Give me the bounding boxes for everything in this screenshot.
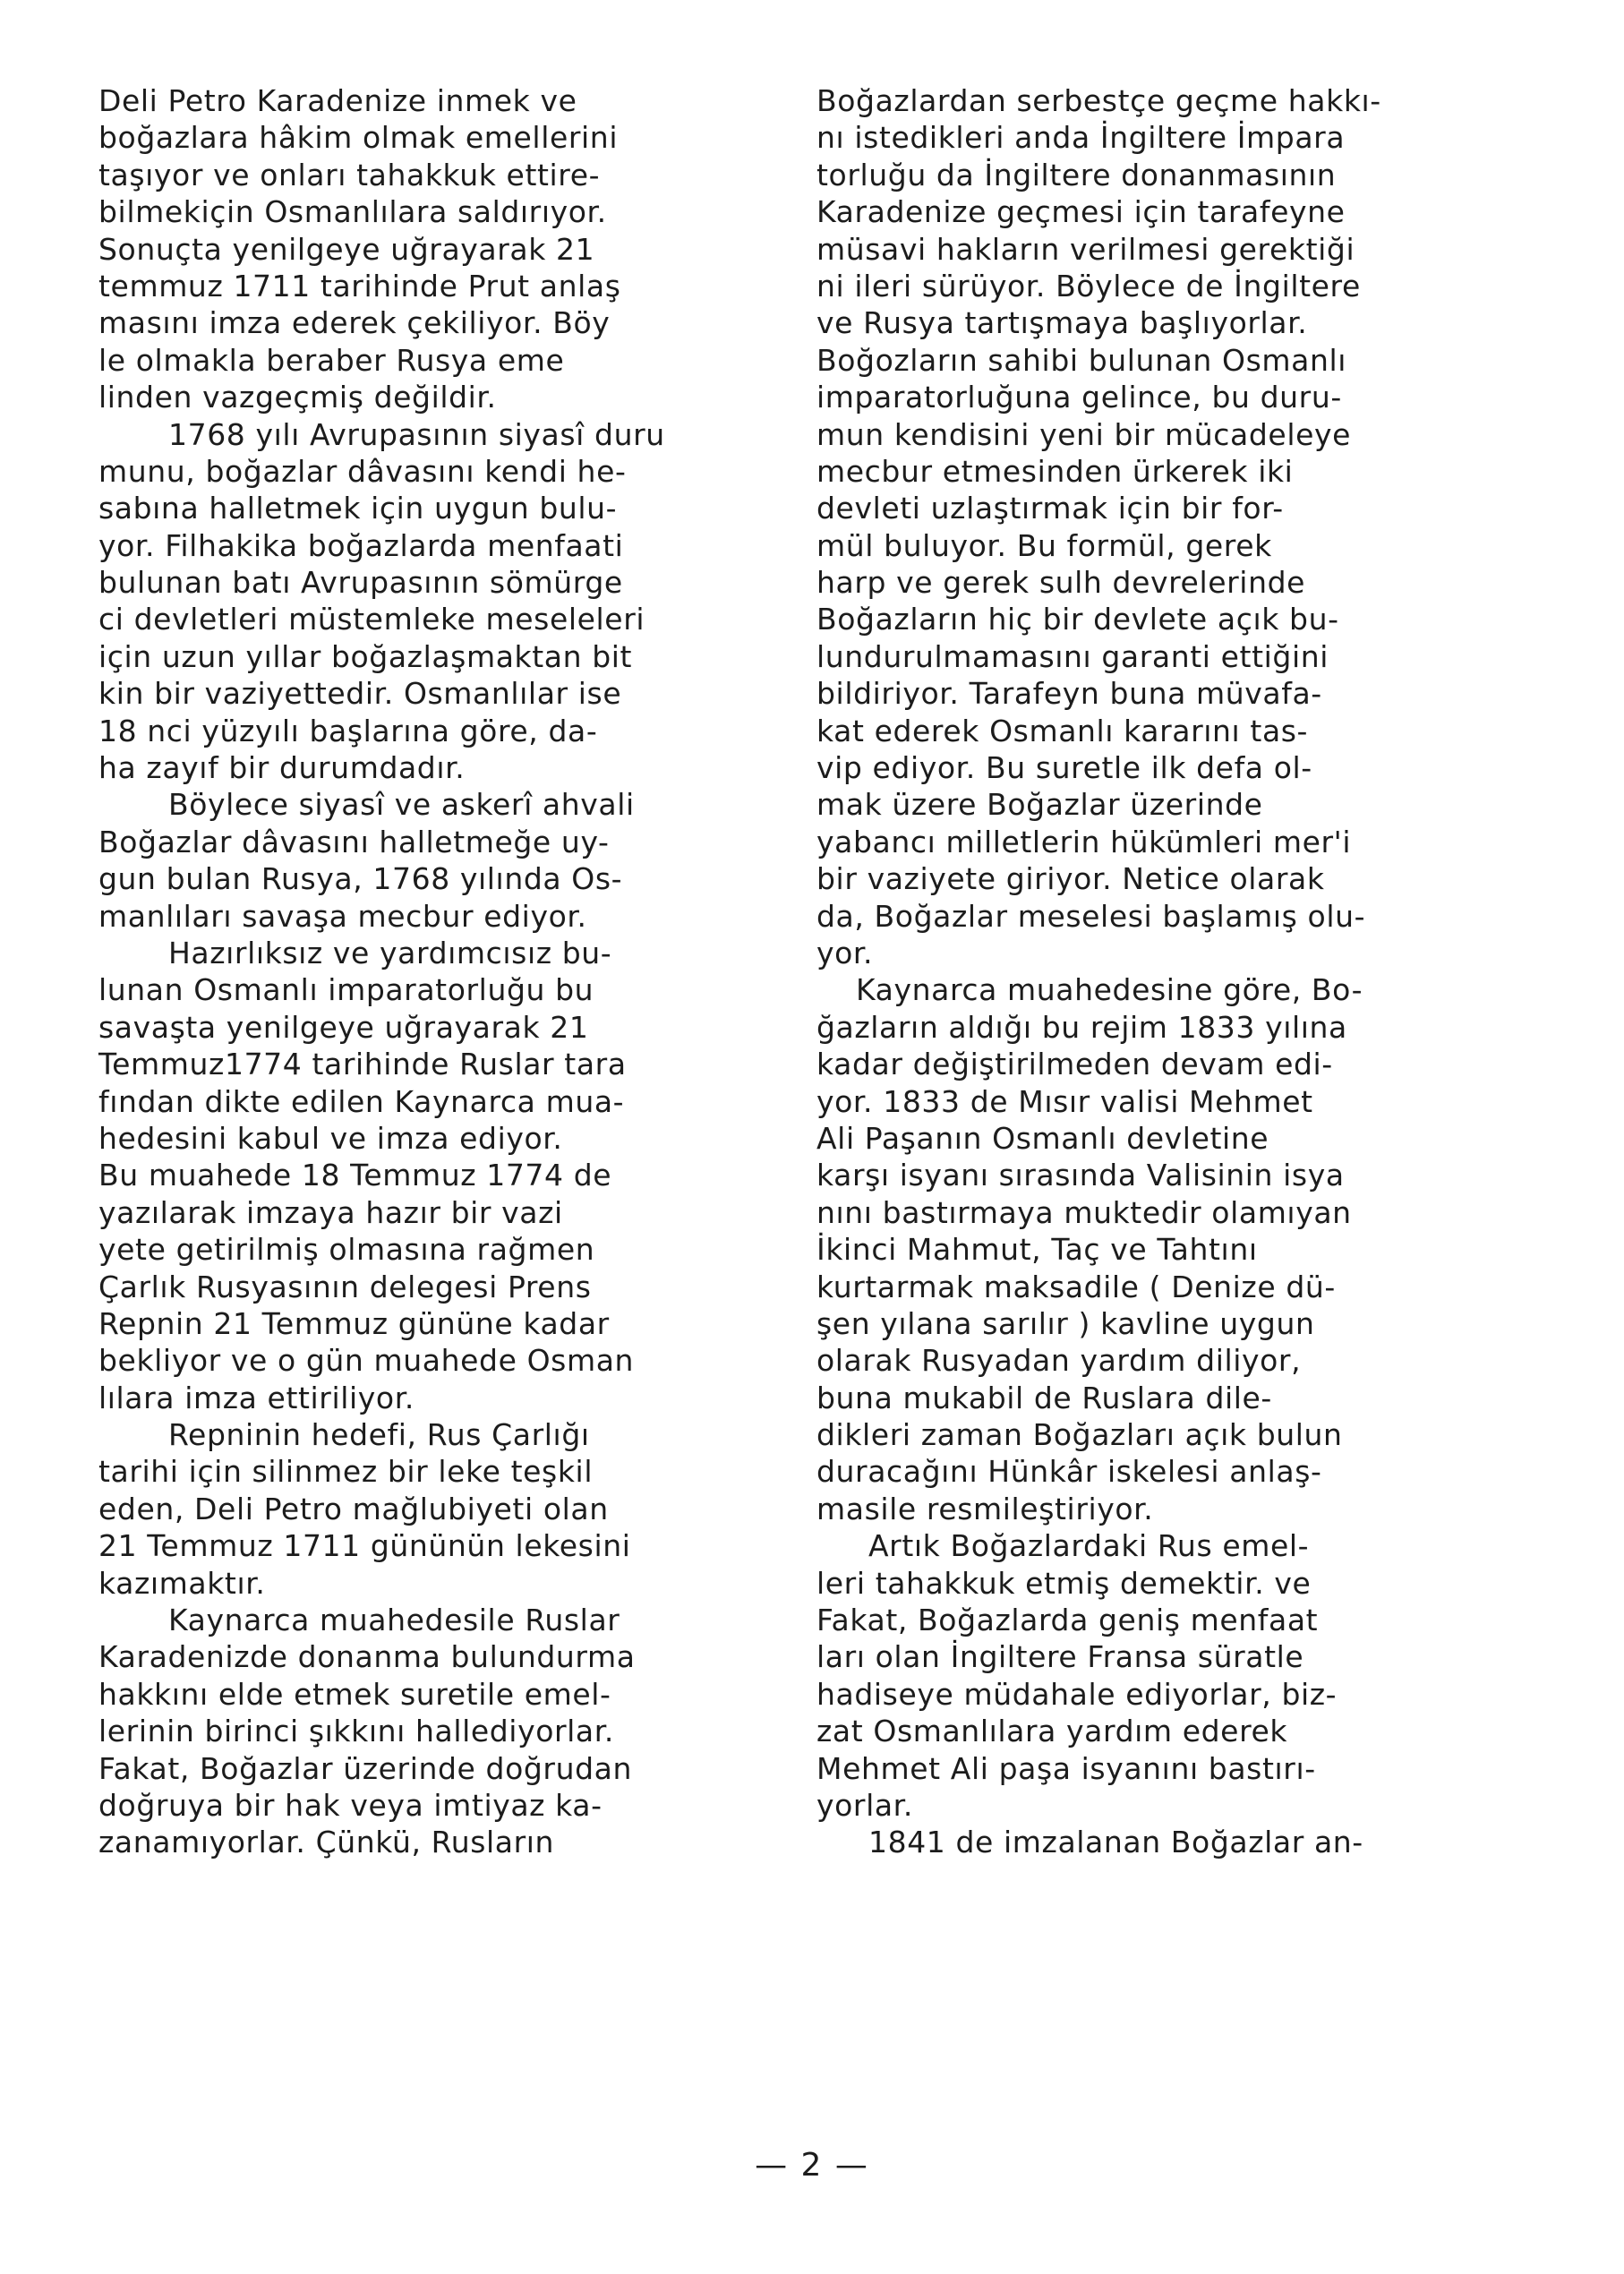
right-column-line: bir vaziyete giriyor. Netice olarak — [816, 861, 1325, 897]
left-column-line: gun bulan Rusya, 1768 yılında Os- — [98, 861, 623, 897]
right-column-line: lundurulmamasını garanti ettiğini — [816, 638, 1329, 674]
left-column-line: Temmuz1774 tarihinde Ruslar tara — [98, 1047, 627, 1082]
right-column-line: İkinci Mahmut, Taç ve Tahtını — [816, 1232, 1258, 1268]
left-column-line: le olmakla beraber Rusya eme — [98, 342, 565, 378]
left-column-line: Sonuçta yenilgeye uğrayarak 21 — [98, 231, 595, 267]
right-column-line: devleti uzlaştırmak için bir for- — [816, 491, 1284, 526]
left-column-line: Repnin 21 Temmuz gününe kadar — [98, 1305, 610, 1341]
left-column-line: 1768 yılı Avrupasının siyasî duru — [168, 416, 665, 452]
right-column-line: yor. — [816, 935, 874, 970]
right-column-line: Boğazlardan serbestçe geçme hakkı- — [816, 83, 1381, 118]
left-column-line: bulunan batı Avrupasının sömürge — [98, 565, 623, 601]
right-column-line: Fakat, Boğazlarda geniş menfaat — [816, 1603, 1319, 1638]
right-column-line: buna mukabil de Ruslara dile- — [816, 1380, 1272, 1415]
right-column-line: mecbur etmesinden ürkerek iki — [816, 453, 1294, 489]
right-column-line: Boğazların hiç bir devlete açık bu- — [816, 602, 1339, 637]
left-column-line: Karadenizde donanma bulundurma — [98, 1639, 636, 1675]
right-column-line: ve Rusya tartışmaya başlıyorlar. — [816, 305, 1308, 341]
left-column-line: tarihi için silinmez bir leke teşkil — [98, 1454, 594, 1490]
right-column-line: hadiseye müdahale ediyorlar, biz- — [816, 1676, 1338, 1712]
page-number: — 2 — — [755, 2147, 869, 2184]
right-column-line: ni ileri sürüyor. Böylece de İngiltere — [816, 268, 1361, 303]
right-column-line: Ali Paşanın Osmanlı devletine — [816, 1120, 1269, 1156]
left-column-line: manlıları savaşa mecbur ediyor. — [98, 898, 587, 934]
left-column-line: hakkını elde etmek suretile emel- — [98, 1676, 611, 1712]
left-column-line: masını imza ederek çekiliyor. Böy — [98, 305, 611, 341]
left-column-line: ci devletleri müstemleke meseleleri — [98, 602, 645, 637]
left-column-line: lerinin birinci şıkkını hallediyorlar. — [98, 1714, 614, 1749]
right-text-column — [816, 82, 1461, 1861]
left-column-line: Deli Petro Karadenize inmek ve — [98, 83, 577, 118]
left-column-line: savaşta yenilgeye uğrayarak 21 — [98, 1009, 589, 1045]
right-column-line: Karadenize geçmesi için tarafeyne — [816, 194, 1346, 230]
right-column-line: ğazların aldığı bu rejim 1833 yılına — [816, 1009, 1347, 1045]
right-column-line: nı istedikleri anda İngiltere İmpara — [816, 120, 1346, 156]
right-column-line: olarak Rusyadan yardım diliyor, — [816, 1343, 1302, 1379]
left-column-line: taşıyor ve onları tahakkuk ettire- — [98, 157, 601, 192]
right-column-line: mak üzere Boğazlar üzerinde — [816, 787, 1263, 823]
left-column-line: bilmekiçin Osmanlılara saldırıyor. — [98, 194, 607, 230]
left-column-line: Çarlık Rusyasının delegesi Prens — [98, 1269, 592, 1304]
right-column-line: torluğu da İngiltere donanmasının — [816, 157, 1337, 192]
left-column-line: doğruya bir hak veya imtiyaz ka- — [98, 1787, 603, 1823]
right-column-line: şen yılana sarılır ) kavline uygun — [816, 1305, 1315, 1341]
right-column-line: imparatorluğuna gelince, bu duru- — [816, 380, 1342, 415]
left-column-line: yete getirilmiş olmasına rağmen — [98, 1232, 595, 1268]
right-column-line: mül buluyor. Bu formül, gerek — [816, 527, 1272, 563]
left-column-line: ha zayıf bir durumdadır. — [98, 750, 466, 786]
right-column-line: Mehmet Ali paşa isyanını bastırı- — [816, 1750, 1316, 1786]
right-column-line: Boğozların sahibi bulunan Osmanlı — [816, 342, 1346, 378]
left-column-line: fından dikte edilen Kaynarca mua- — [98, 1083, 625, 1119]
left-column-line: Repninin hedefi, Rus Çarlığı — [168, 1417, 590, 1453]
left-column-line: boğazlara hâkim olmak emellerini — [98, 120, 619, 156]
left-column-line: temmuz 1711 tarihinde Prut anlaş — [98, 268, 621, 303]
left-column-line: kazımaktır. — [98, 1565, 266, 1601]
right-column-line: yabancı milletlerin hükümleri mer'i — [816, 824, 1352, 859]
right-column-line: vip ediyor. Bu suretle ilk defa ol- — [816, 750, 1312, 786]
right-column-line: ları olan İngiltere Fransa süratle — [816, 1639, 1304, 1675]
left-column-line: kin bir vaziyettedir. Osmanlılar ise — [98, 676, 622, 712]
left-column-line: hedesini kabul ve imza ediyor. — [98, 1120, 563, 1156]
left-column-line: Bu muahede 18 Temmuz 1774 de — [98, 1158, 612, 1193]
left-column-line: 21 Temmuz 1711 gününün lekesini — [98, 1528, 631, 1564]
left-column-line: Hazırlıksız ve yardımcısız bu- — [168, 935, 612, 970]
right-column-line: yorlar. — [816, 1787, 913, 1823]
right-column-line: masile resmileştiriyor. — [816, 1491, 1154, 1526]
right-column-line: bildiriyor. Tarafeyn buna müvafa- — [816, 676, 1322, 712]
left-column-line: eden, Deli Petro mağlubiyeti olan — [98, 1491, 609, 1526]
right-column-line: duracağını Hünkâr iskelesi anlaş- — [816, 1454, 1322, 1490]
right-column-line: harp ve gerek sulh devrelerinde — [816, 565, 1306, 601]
left-column-line: Böylece siyasî ve askerî ahvali — [168, 787, 635, 823]
left-column-line: munu, boğazlar dâvasını kendi he- — [98, 453, 627, 489]
left-column-line: Fakat, Boğazlar üzerinde doğrudan — [98, 1750, 632, 1786]
left-column-line: Kaynarca muahedesile Ruslar — [168, 1603, 620, 1638]
left-column-line: lılara imza ettiriliyor. — [98, 1380, 415, 1415]
right-column-line: dikleri zaman Boğazları açık bulun — [816, 1417, 1343, 1453]
left-column-line: yor. Filhakika boğazlarda menfaati — [98, 527, 624, 563]
right-column-line: yor. 1833 de Mısır valisi Mehmet — [816, 1083, 1313, 1119]
right-column-line: müsavi hakların verilmesi gerektiği — [816, 231, 1355, 267]
right-column-line: leri tahakkuk etmiş demektir. ve — [816, 1565, 1312, 1601]
left-column-line: bekliyor ve o gün muahede Osman — [98, 1343, 635, 1379]
left-column-line: sabına halletmek için uygun bulu- — [98, 491, 618, 526]
right-column-line: nını bastırmaya muktedir olamıyan — [816, 1194, 1352, 1230]
right-column-line: karşı isyanı sırasında Valisinin isya — [816, 1158, 1345, 1193]
right-column-line: Kaynarca muahedesine göre, Bo- — [856, 972, 1363, 1008]
right-column-line: kurtarmak maksadile ( Denize dü- — [816, 1269, 1336, 1304]
left-column-line: lunan Osmanlı imparatorluğu bu — [98, 972, 594, 1008]
right-column-line: zat Osmanlılara yardım ederek — [816, 1714, 1288, 1749]
right-column-line: 1841 de imzalanan Boğazlar an- — [868, 1825, 1363, 1860]
left-column-line: 18 nci yüzyılı başlarına göre, da- — [98, 713, 598, 748]
left-column-line: linden vazgeçmiş değildir. — [98, 380, 497, 415]
right-column-line: kadar değiştirilmeden devam edi- — [816, 1047, 1333, 1082]
left-column-line: yazılarak imzaya hazır bir vazi — [98, 1194, 563, 1230]
left-column-line: Boğazlar dâvasını halletmeğe uy- — [98, 824, 610, 859]
right-column-line: mun kendisini yeni bir mücadeleye — [816, 416, 1352, 452]
left-column-line: zanamıyorlar. Çünkü, Rusların — [98, 1825, 555, 1860]
left-column-line: için uzun yıllar boğazlaşmaktan bit — [98, 638, 633, 674]
left-text-column — [98, 82, 779, 1861]
right-column-line: da, Boğazlar meselesi başlamış olu- — [816, 898, 1366, 934]
right-column-line: kat ederek Osmanlı kararını tas- — [816, 713, 1309, 748]
right-column-line: Artık Boğazlardaki Rus emel- — [868, 1528, 1310, 1564]
